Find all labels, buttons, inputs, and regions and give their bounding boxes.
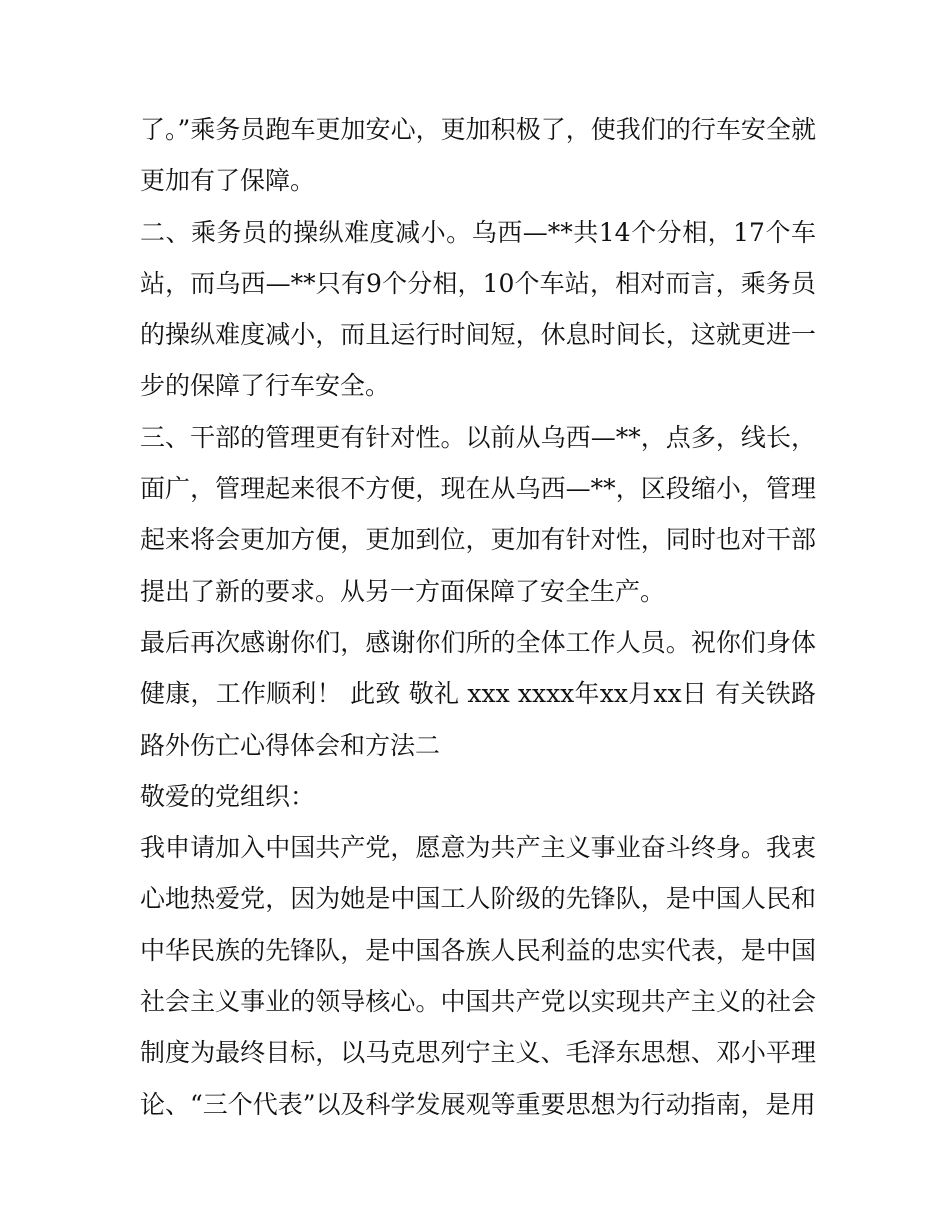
paragraph-management: 三、干部的管理更有针对性。以前从乌西—**，点多，线长，面广，管理起来很不方便，现在从乌西—**，区段缩小，管理起来将会更加方便，更加到位，更加有针对性，同时也对干部提出了新的要求。从另一方面保障了安全生产。 bbox=[140, 422, 816, 606]
paragraph-closing: 最后再次感谢你们，感谢你们所的全体工作人员。祝你们身体健康，工作顺利！ 此致 敬礼 xxx xxxx年xx月xx日 有关铁路路外伤亡心得体会和方法二 bbox=[140, 627, 816, 760]
paragraph-operation-difficulty: 二、乘务员的操纵难度减小。乌西—**共14个分相，17个车站，而乌西—**只有9个分相，10个车站，相对而言，乘务员的操纵难度减小，而且运行时间短，休息时间长，这就更进一步的保障了行车安全。 bbox=[140, 217, 816, 401]
paragraph-safety-assurance: 了。”乘务员跑车更加安心，更加积极了，使我们的行车安全就更加有了保障。 bbox=[140, 115, 816, 196]
document-body bbox=[140, 104, 816, 1130]
paragraph-application: 我申请加入中国共产党，愿意为共产主义事业奋斗终身。我衷心地热爱党，因为她是中国工人阶级的先锋队，是中国人民和中华民族的先锋队，是中国各族人民利益的忠实代表，是中国社会主义事业的领导核心。中国共产党以实现共产主义的社会制度为最终目标，以马克思列宁主义、毛泽东思想、邓小平理论、“三个代表”以及科学发展观等重要思想为行动指南，是用 bbox=[140, 833, 816, 1119]
paragraph-salutation: 敬爱的党组织： bbox=[140, 781, 316, 811]
